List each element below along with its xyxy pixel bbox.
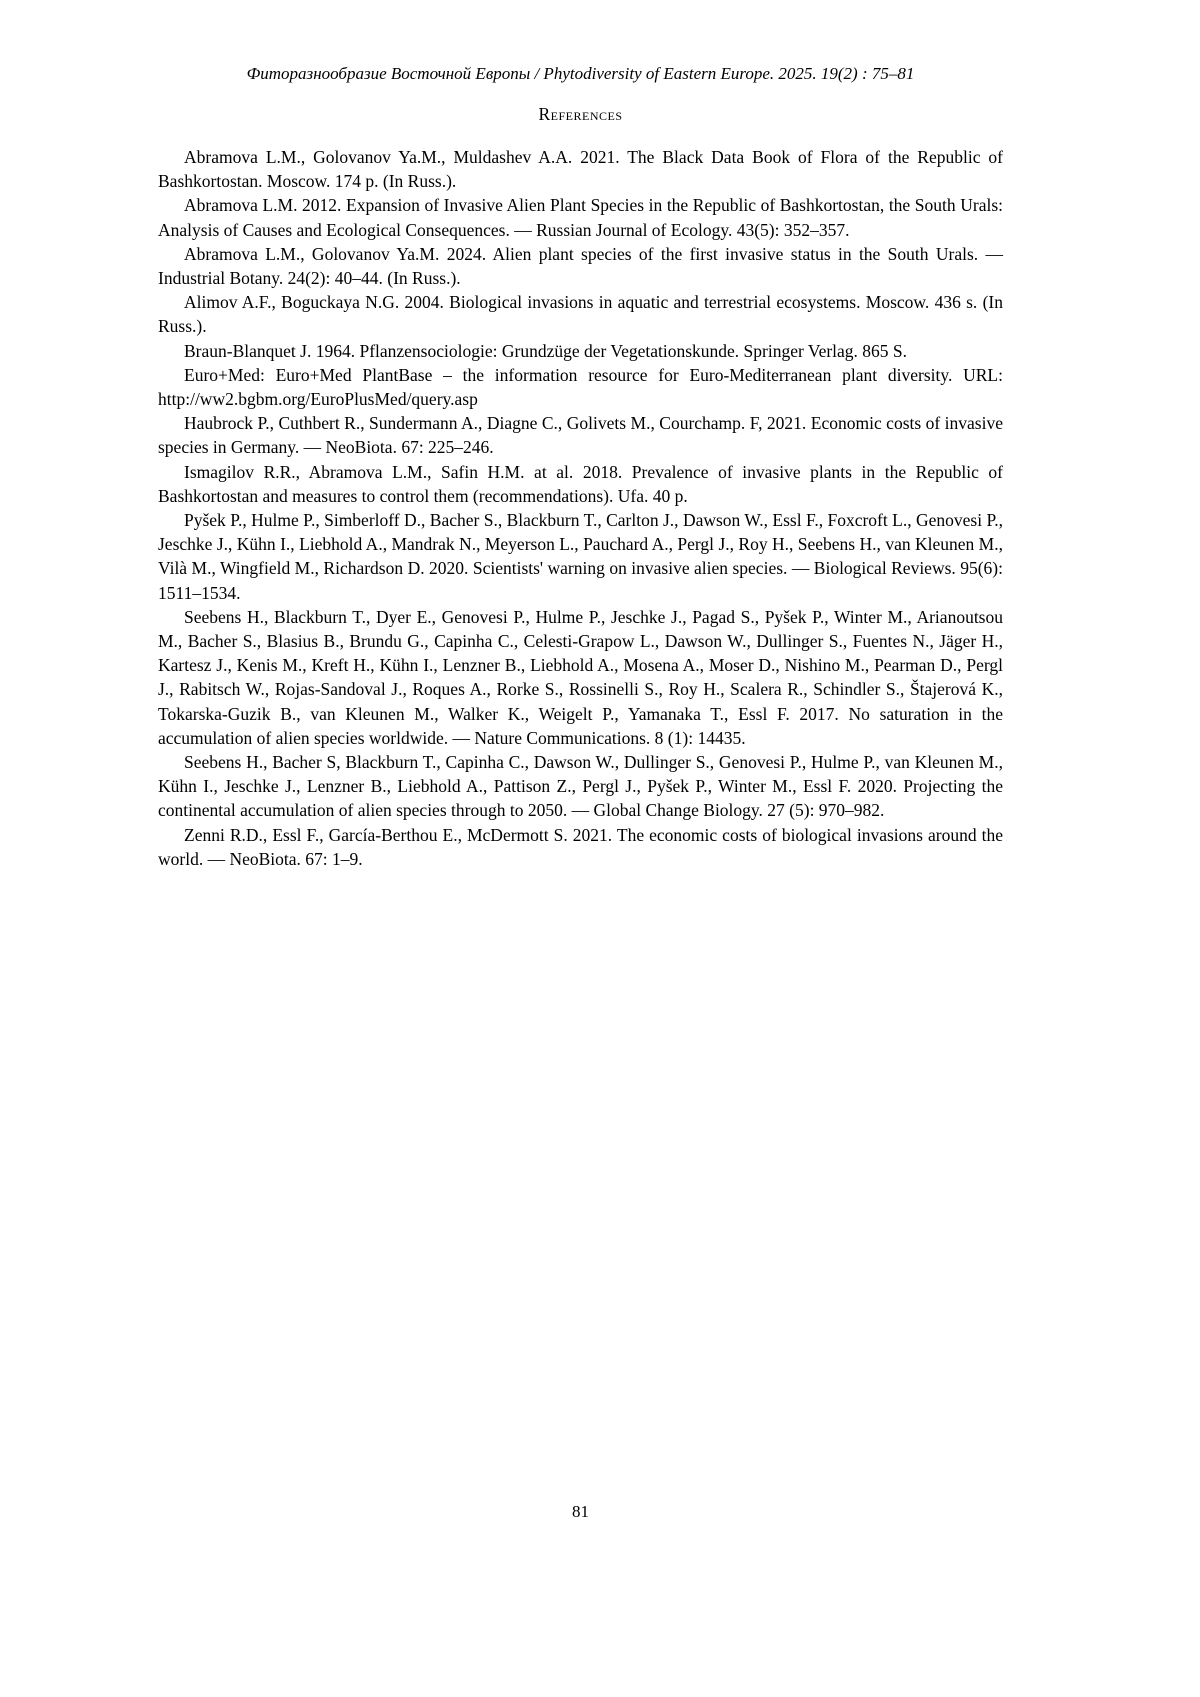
reference-entry: Seebens H., Bacher S, Blackburn T., Capinha C., Dawson W., Dullinger S., Genovesi P., Hulme P., van Kleunen M., Kühn I., Jeschke J., Lenzner B., Liebhold A., Pattison Z., Pergl J., Pyšek P., Winter M., Essl F. 2020. Projecting the continental accumulation of alien species through to 2050. — Global Change Biology. 27 (5): 970–982. <box>158 752 1003 821</box>
section-title-references: References <box>538 104 623 124</box>
reference-entry: Haubrock P., Cuthbert R., Sundermann A., Diagne C., Golivets M., Courchamp. F, 2021. Economic costs of invasive species in Germany. — NeoBiota. 67: 225–246. <box>158 413 1003 458</box>
page-content <box>158 62 1003 871</box>
reference-entry: Abramova L.M. 2012. Expansion of Invasive Alien Plant Species in the Republic of Bashkortostan, the South Urals: Analysis of Causes and Ecological Consequences. — Russian Journal of Ecology. 43(5): 352–357. <box>158 195 1003 240</box>
reference-entry: Euro+Med: Euro+Med PlantBase – the information resource for Euro-Mediterranean plant diversity. URL: http://ww2.bgbm.org/EuroPlusMed/query.asp <box>158 364 1003 410</box>
reference-entry: Abramova L.M., Golovanov Ya.M. 2024. Alien plant species of the first invasive status in the South Urals. — Industrial Botany. 24(2): 40–44. (In Russ.). <box>158 243 1003 289</box>
running-header: Фиторазнообразие Восточной Европы / Phytodiversity of Eastern Europe. 2025. 19(2) : 75–81 <box>246 64 915 83</box>
reference-entry: Ismagilov R.R., Abramova L.M., Safin H.M. at al. 2018. Prevalence of invasive plants in the Republic of Bashkortostan and measures to control them (recommendations). Ufa. 40 p. <box>158 461 1003 506</box>
references-list <box>158 145 1003 871</box>
page-number: 81 <box>572 1502 589 1521</box>
reference-entry: Zenni R.D., Essl F., García-Berthou E., McDermott S. 2021. The economic costs of biological invasions around the world. — NeoBiota. 67: 1–9. <box>158 824 1003 869</box>
reference-entry: Abramova L.M., Golovanov Ya.M., Muldashev A.A. 2021. The Black Data Book of Flora of the Republic of Bashkortostan. Moscow. 174 p. (In Russ.). <box>158 147 1003 192</box>
reference-entry: Seebens H., Blackburn T., Dyer E., Genovesi P., Hulme P., Jeschke J., Pagad S., Pyšek P., Winter M., Arianoutsou M., Bacher S., Blasius B., Brundu G., Capinha C., Celesti-Grapow L., Dawson W., Dullinger S., Fuentes N., Jäger H., Kartesz J., Kenis M., Kreft H., Kühn I., Lenzner B., Liebhold A., Mosena A., Moser D., Nishino M., Pearman D., Pergl J., Rabitsch W., Rojas-Sandoval J., Roques A., Rorke S., Rossinelli S., Roy H., Scalera R., Schindler S., Štajerová K., Tokarska-Guzik B., van Kleunen M., Walker K., Weigelt P., Yamanaka T., Essl F. 2017. No saturation in the accumulation of alien species worldwide. — Nature Communications. 8 (1): 14435. <box>158 606 1003 748</box>
reference-entry: Braun-Blanquet J. 1964. Pflanzensociologie: Grundzüge der Vegetationskunde. Springer Verlag. 865 S. <box>184 340 908 361</box>
reference-entry: Pyšek P., Hulme P., Simberloff D., Bacher S., Blackburn T., Carlton J., Dawson W., Essl F., Foxcroft L., Genovesi P., Jeschke J., Kühn I., Liebhold A., Mandrak N., Meyerson L., Pauchard A., Pergl J., Roy H., Seebens H., van Kleunen M., Vilà M., Wingfield M., Richardson D. 2020. Scientists' warning on invasive alien species. — Biological Reviews. 95(6): 1511–1534. <box>158 510 1003 603</box>
reference-entry: Alimov A.F., Boguckaya N.G. 2004. Biological invasions in aquatic and terrestrial ecosystems. Moscow. 436 s. (In Russ.). <box>158 292 1003 337</box>
